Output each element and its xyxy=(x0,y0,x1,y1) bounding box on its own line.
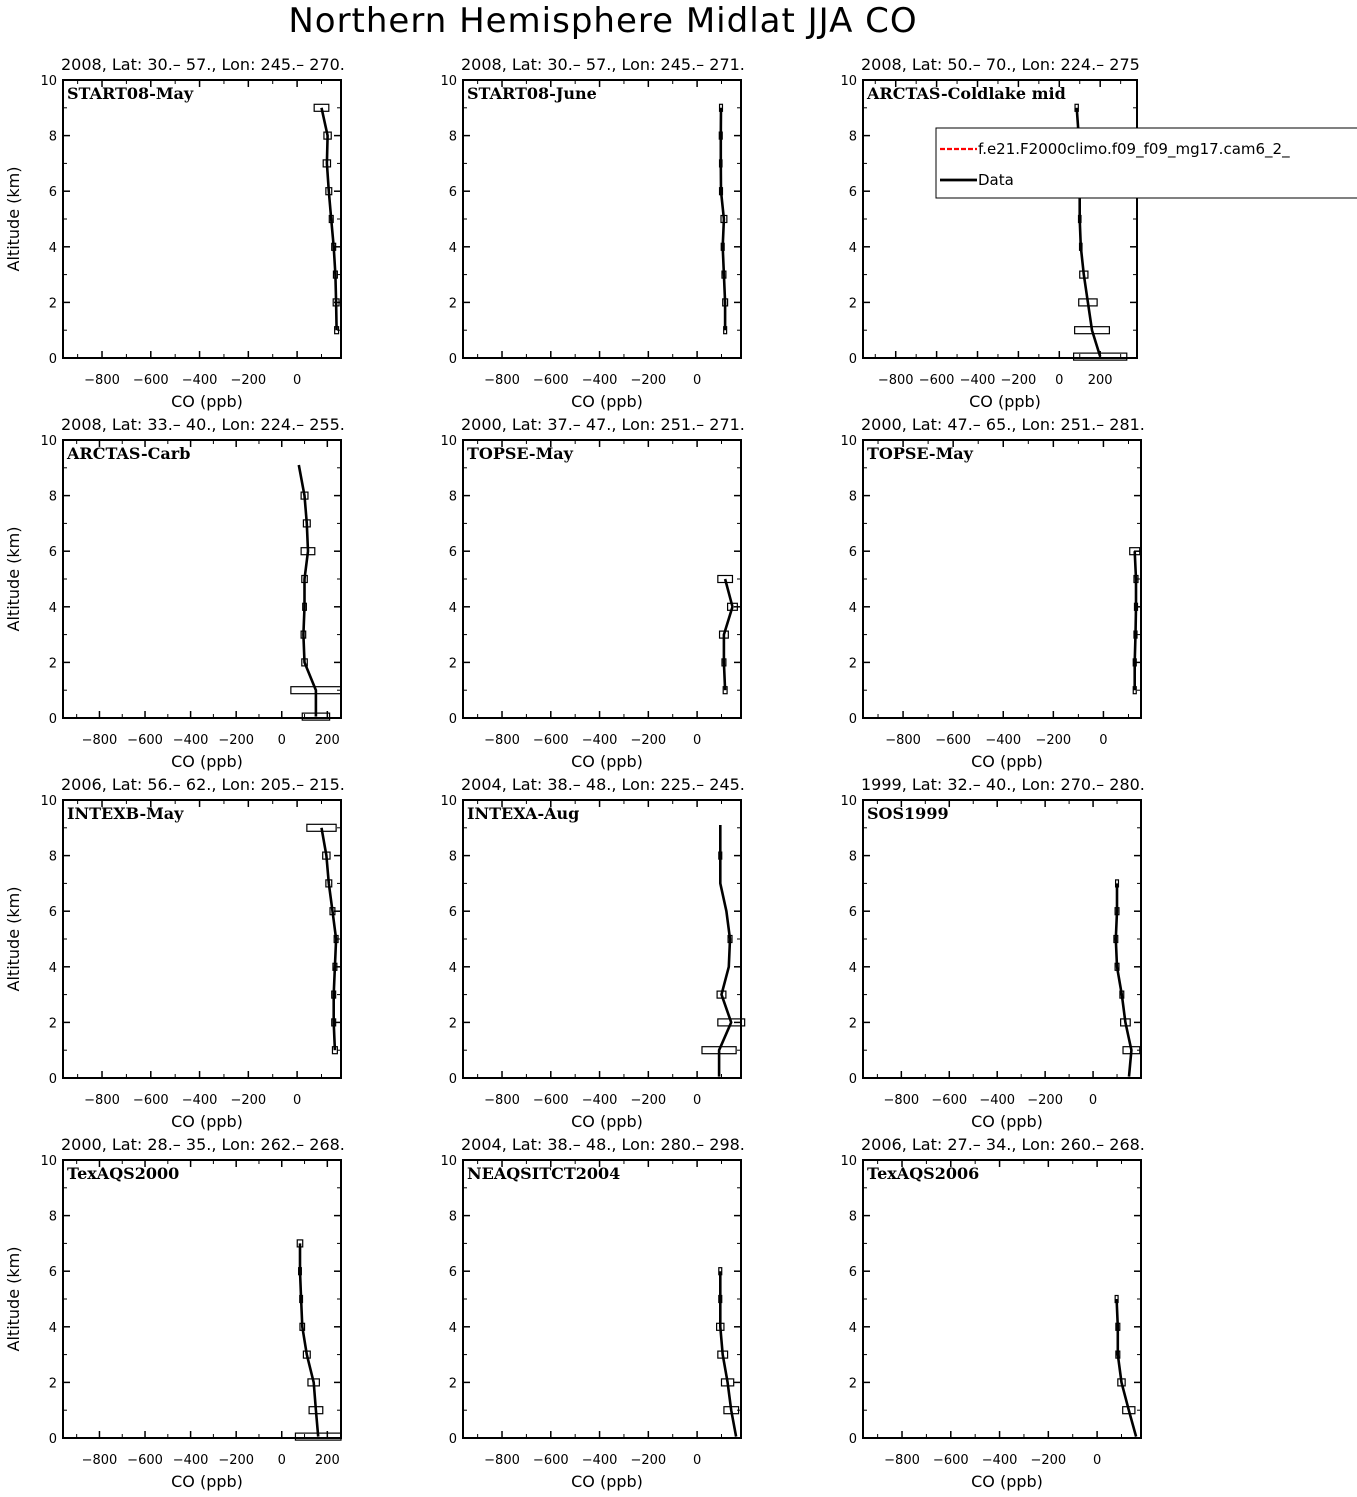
y-tick-label: 8 xyxy=(848,849,857,865)
x-tick-label: −200 xyxy=(630,1093,667,1108)
y-tick-label: 0 xyxy=(48,352,57,367)
panel-header: 1999, Lat: 32.– 40., Lon: 270.– 280. xyxy=(861,775,1145,794)
y-tick-label: 4 xyxy=(448,240,457,256)
x-tick-label: −800 xyxy=(484,733,520,748)
x-tick-label: −200 xyxy=(1030,1453,1067,1468)
x-tick-label: −400 xyxy=(581,373,618,388)
y-tick-label: 2 xyxy=(848,1016,857,1032)
y-tick-label: 0 xyxy=(448,1072,457,1087)
y-tick-label: 10 xyxy=(40,1154,57,1169)
panel-header: 2008, Lat: 33.– 40., Lon: 224.– 255. xyxy=(61,415,345,434)
x-tick-label: −200 xyxy=(230,1093,267,1108)
plot-frame xyxy=(863,440,1141,718)
panel-5 xyxy=(440,415,744,771)
y-tick-label: 10 xyxy=(440,1154,457,1169)
x-tick-label: −400 xyxy=(581,1453,618,1468)
panel-header: 2000, Lat: 28.– 35., Lon: 262.– 268. xyxy=(61,1135,345,1154)
y-tick-label: 6 xyxy=(848,185,857,201)
plot-frame xyxy=(863,1160,1141,1438)
panel-header: 2008, Lat: 30.– 57., Lon: 245.– 271. xyxy=(461,55,745,74)
y-tick-label: 2 xyxy=(448,1376,457,1392)
x-tick-label: −800 xyxy=(885,733,921,748)
panel-header: 2008, Lat: 50.– 70., Lon: 224.– 275 xyxy=(861,55,1140,74)
x-tick-label: −200 xyxy=(630,373,667,388)
x-axis-label: CO (ppb) xyxy=(971,752,1043,771)
y-tick-label: 6 xyxy=(848,545,857,561)
y-tick-label: 6 xyxy=(448,185,457,201)
panel-header: 2004, Lat: 38.– 48., Lon: 225.– 245. xyxy=(461,775,745,794)
x-tick-label: 200 xyxy=(314,1453,340,1468)
y-tick-label: 4 xyxy=(48,600,57,616)
y-axis-label: Altitude (km) xyxy=(4,526,23,632)
y-tick-label: 0 xyxy=(848,352,857,367)
x-tick-label: −400 xyxy=(172,733,209,748)
x-tick-label: −200 xyxy=(1027,1093,1063,1108)
panel-header: 2000, Lat: 47.– 65., Lon: 251.– 281. xyxy=(861,415,1145,434)
panel-label: ARCTAS-Carb xyxy=(67,444,191,463)
y-tick-label: 4 xyxy=(848,1320,857,1336)
data-line xyxy=(299,465,316,717)
x-tick-label: −600 xyxy=(932,1453,969,1468)
x-tick-label: −600 xyxy=(127,1453,163,1468)
y-tick-label: 0 xyxy=(448,1432,457,1447)
panel-6 xyxy=(840,415,1144,771)
x-tick-label: −600 xyxy=(532,733,569,748)
x-tick-label: −400 xyxy=(181,373,218,388)
y-tick-label: 2 xyxy=(448,296,457,312)
panel-label: SOS1999 xyxy=(867,804,949,823)
y-tick-label: 4 xyxy=(848,240,857,256)
x-tick-label: 0 xyxy=(1099,733,1108,748)
plot-frame xyxy=(463,440,741,718)
x-tick-label: −600 xyxy=(132,373,169,388)
panel-label: START08-May xyxy=(67,84,194,103)
y-tick-label: 4 xyxy=(448,600,457,616)
y-tick-label: 10 xyxy=(840,794,857,809)
plot-frame xyxy=(863,800,1141,1078)
plot-frame xyxy=(463,80,741,358)
y-tick-label: 4 xyxy=(48,960,57,976)
panel-1 xyxy=(4,55,345,411)
panel-8 xyxy=(440,775,744,1131)
x-tick-label: 0 xyxy=(292,373,302,388)
x-tick-label: −200 xyxy=(218,1453,255,1468)
x-tick-label: −400 xyxy=(979,1093,1016,1108)
panel-12 xyxy=(840,1135,1144,1491)
x-tick-label: −800 xyxy=(81,733,118,748)
x-tick-label: −800 xyxy=(877,373,914,388)
x-tick-label: −400 xyxy=(959,373,996,388)
panel-10 xyxy=(4,1135,345,1491)
x-axis-label: CO (ppb) xyxy=(171,752,243,771)
y-tick-label: 6 xyxy=(48,905,57,921)
data-line xyxy=(1117,1299,1137,1437)
panel-grid xyxy=(4,55,1145,1491)
x-tick-label: −800 xyxy=(81,1453,118,1468)
x-tick-label: 0 xyxy=(692,1453,702,1468)
y-tick-label: 6 xyxy=(48,1265,57,1281)
y-tick-label: 2 xyxy=(48,656,57,672)
panel-label: TOPSE-May xyxy=(867,444,973,463)
panel-2 xyxy=(440,55,744,411)
y-tick-label: 10 xyxy=(40,434,57,449)
y-tick-label: 4 xyxy=(848,600,857,616)
y-tick-label: 2 xyxy=(848,1376,857,1392)
y-tick-label: 8 xyxy=(448,489,457,505)
x-tick-label: −400 xyxy=(172,1453,209,1468)
y-tick-label: 10 xyxy=(840,1154,857,1169)
y-tick-label: 0 xyxy=(848,1072,857,1087)
x-axis-label: CO (ppb) xyxy=(969,392,1041,411)
plot-frame xyxy=(63,440,341,718)
panel-label: ARCTAS-Coldlake mid xyxy=(867,84,1066,103)
plot-frame xyxy=(463,1160,741,1438)
x-tick-label: −600 xyxy=(918,373,955,388)
x-axis-label: CO (ppb) xyxy=(971,1472,1043,1491)
x-tick-label: 0 xyxy=(692,373,702,388)
y-tick-label: 0 xyxy=(48,712,57,727)
panel-label: INTEXA-Aug xyxy=(467,804,580,823)
x-tick-label: −200 xyxy=(218,733,255,748)
x-tick-label: −800 xyxy=(484,1453,520,1468)
y-tick-label: 8 xyxy=(48,849,57,865)
x-tick-label: −200 xyxy=(230,373,267,388)
y-tick-label: 10 xyxy=(440,794,457,809)
y-tick-label: 4 xyxy=(448,1320,457,1336)
y-tick-label: 8 xyxy=(448,849,457,865)
x-tick-label: −400 xyxy=(581,733,618,748)
y-tick-label: 2 xyxy=(48,296,57,312)
y-tick-label: 0 xyxy=(48,1432,57,1447)
x-tick-label: −400 xyxy=(581,1093,618,1108)
panel-label: TOPSE-May xyxy=(467,444,573,463)
data-line xyxy=(719,825,731,1077)
x-tick-label: −600 xyxy=(127,733,163,748)
panel-header: 2006, Lat: 56.– 62., Lon: 205.– 215. xyxy=(61,775,345,794)
plot-frame xyxy=(63,800,341,1078)
x-tick-label: 0 xyxy=(277,733,286,748)
x-axis-label: CO (ppb) xyxy=(171,1472,243,1491)
panel-9 xyxy=(840,775,1144,1131)
y-axis-label: Altitude (km) xyxy=(4,166,23,272)
y-tick-label: 2 xyxy=(848,296,857,312)
y-tick-label: 4 xyxy=(48,240,57,256)
x-axis-label: CO (ppb) xyxy=(171,392,243,411)
panel-11 xyxy=(440,1135,744,1491)
x-axis-label: CO (ppb) xyxy=(571,1472,643,1491)
x-tick-label: 0 xyxy=(1092,1453,1102,1468)
x-tick-label: 200 xyxy=(314,733,340,748)
x-axis-label: CO (ppb) xyxy=(571,752,643,771)
panel-label: NEAQSITCT2004 xyxy=(467,1164,621,1183)
x-tick-label: −800 xyxy=(884,1453,920,1468)
x-tick-label: −600 xyxy=(132,1093,169,1108)
x-tick-label: 0 xyxy=(1055,373,1064,388)
plot-frame xyxy=(863,80,1137,358)
panel-header: 2004, Lat: 38.– 48., Lon: 280.– 298. xyxy=(461,1135,745,1154)
y-tick-label: 6 xyxy=(448,545,457,561)
plot-frame xyxy=(463,800,741,1078)
y-tick-label: 6 xyxy=(448,905,457,921)
panel-7 xyxy=(4,775,345,1131)
x-tick-label: −200 xyxy=(630,1453,667,1468)
y-tick-label: 0 xyxy=(848,1432,857,1447)
y-tick-label: 10 xyxy=(40,794,57,809)
x-tick-label: −600 xyxy=(931,1093,968,1108)
x-tick-label: −400 xyxy=(981,1453,1018,1468)
legend-label-2: Data xyxy=(978,171,1014,189)
y-tick-label: 8 xyxy=(848,129,857,145)
y-tick-label: 8 xyxy=(48,489,57,505)
y-tick-label: 8 xyxy=(448,1209,457,1225)
y-tick-label: 2 xyxy=(48,1016,57,1032)
panel-label: INTEXB-May xyxy=(67,804,184,823)
y-tick-label: 2 xyxy=(48,1376,57,1392)
y-tick-label: 4 xyxy=(848,960,857,976)
panel-label: START08-June xyxy=(467,84,597,103)
y-tick-label: 6 xyxy=(48,545,57,561)
y-tick-label: 10 xyxy=(440,434,457,449)
x-tick-label: −200 xyxy=(1035,733,1072,748)
x-tick-label: 0 xyxy=(292,1093,302,1108)
x-tick-label: −200 xyxy=(630,733,667,748)
x-axis-label: CO (ppb) xyxy=(571,1112,643,1131)
y-tick-label: 10 xyxy=(840,434,857,449)
y-tick-label: 0 xyxy=(848,712,857,727)
y-tick-label: 6 xyxy=(848,1265,857,1281)
y-tick-label: 10 xyxy=(40,74,57,89)
y-tick-label: 2 xyxy=(448,656,457,672)
y-axis-label: Altitude (km) xyxy=(4,886,23,992)
data-line xyxy=(720,1271,736,1436)
panel-label: TexAQS2000 xyxy=(67,1164,180,1183)
x-axis-label: CO (ppb) xyxy=(571,392,643,411)
y-tick-label: 2 xyxy=(848,656,857,672)
y-tick-label: 6 xyxy=(448,1265,457,1281)
panel-4 xyxy=(4,415,345,771)
x-tick-label: −800 xyxy=(84,373,120,388)
y-tick-label: 8 xyxy=(848,489,857,505)
legend xyxy=(936,128,1357,198)
figure-title: Northern Hemisphere Midlat JJA CO xyxy=(288,1,918,41)
plot-frame xyxy=(63,80,341,358)
x-tick-label: 0 xyxy=(692,1093,702,1108)
y-tick-label: 8 xyxy=(48,1209,57,1225)
x-tick-label: −600 xyxy=(532,1453,569,1468)
y-tick-label: 8 xyxy=(848,1209,857,1225)
y-tick-label: 6 xyxy=(848,905,857,921)
x-tick-label: 0 xyxy=(1088,1093,1098,1108)
x-tick-label: 0 xyxy=(692,733,702,748)
y-tick-label: 0 xyxy=(448,712,457,727)
x-tick-label: −400 xyxy=(181,1093,218,1108)
y-tick-label: 10 xyxy=(840,74,857,89)
panel-header: 2006, Lat: 27.– 34., Lon: 260.– 268. xyxy=(861,1135,1145,1154)
x-tick-label: −600 xyxy=(532,1093,569,1108)
x-tick-label: −400 xyxy=(985,733,1022,748)
data-line xyxy=(1135,551,1136,690)
y-tick-label: 8 xyxy=(48,129,57,145)
y-axis-label: Altitude (km) xyxy=(4,1246,23,1352)
x-tick-label: 200 xyxy=(1087,373,1113,388)
y-tick-label: 4 xyxy=(48,1320,57,1336)
panel-3 xyxy=(840,55,1139,411)
x-tick-label: −200 xyxy=(1000,373,1037,388)
legend-label-1: f.e21.F2000climo.f09_f09_mg17.cam6_2_ xyxy=(978,140,1290,158)
y-tick-label: 8 xyxy=(448,129,457,145)
x-axis-label: CO (ppb) xyxy=(171,1112,243,1131)
y-tick-label: 6 xyxy=(48,185,57,201)
panel-label: TexAQS2006 xyxy=(867,1164,980,1183)
panel-header: 2008, Lat: 30.– 57., Lon: 245.– 270. xyxy=(61,55,345,74)
y-tick-label: 2 xyxy=(448,1016,457,1032)
x-tick-label: −800 xyxy=(484,1093,520,1108)
y-tick-label: 0 xyxy=(448,352,457,367)
y-tick-label: 10 xyxy=(440,74,457,89)
panel-header: 2000, Lat: 37.– 47., Lon: 251.– 271. xyxy=(461,415,745,434)
x-tick-label: −800 xyxy=(84,1093,120,1108)
y-tick-label: 4 xyxy=(448,960,457,976)
x-tick-label: −600 xyxy=(935,733,972,748)
x-tick-label: −800 xyxy=(484,373,520,388)
y-tick-label: 0 xyxy=(48,1072,57,1087)
x-axis-label: CO (ppb) xyxy=(971,1112,1043,1131)
x-tick-label: −800 xyxy=(883,1093,920,1108)
x-tick-label: −600 xyxy=(532,373,569,388)
x-tick-label: 0 xyxy=(277,1453,286,1468)
